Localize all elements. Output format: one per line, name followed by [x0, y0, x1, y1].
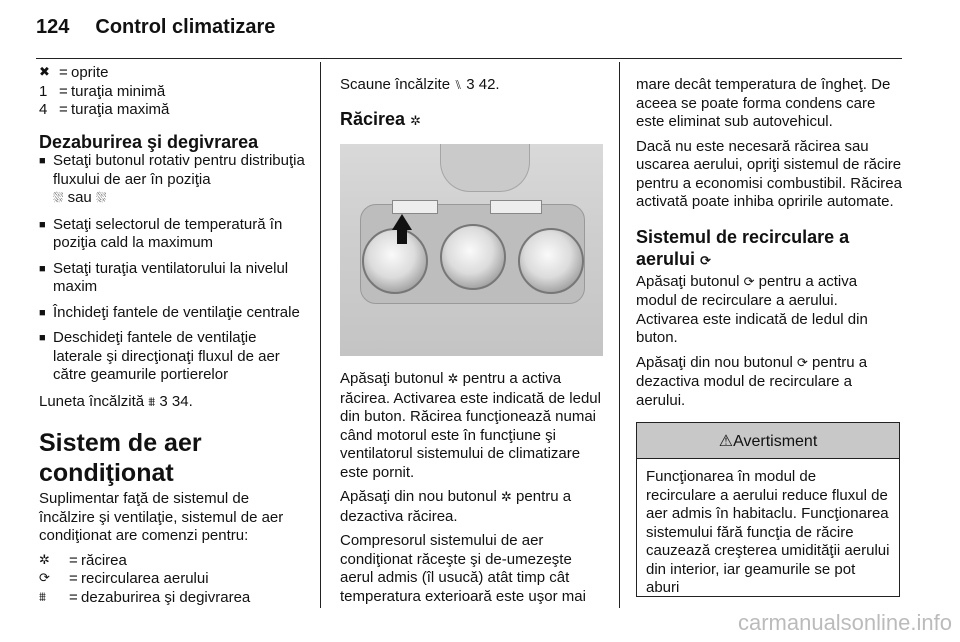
col3-p1: mare decât temperatura de îngheţ. De aceea se poate forma condens care este eliminat sub autovehicul.: [636, 76, 891, 130]
snowflake-icon: ✲: [447, 372, 459, 387]
ac-heading: Sistem de aer condiţionat: [39, 429, 202, 487]
page-number: 124: [36, 16, 70, 38]
fan-off-icon: ✖: [39, 65, 50, 80]
bullet-item: ■ Setaţi selectorul de temperatură în poziţia cald la maximum: [39, 215, 283, 251]
bullet-item: ■ Deschideţi fantele de ventilaţie laterale şi direcţionaţi fluxul de aer către geamurile portierelor: [39, 329, 280, 383]
recirculation-icon: ⟳: [796, 355, 808, 371]
distribution-knob: [518, 228, 584, 294]
ac-legend-cooling: ✲ = răcirea: [39, 551, 127, 569]
column-2: [340, 64, 603, 606]
rear-window-line: Luneta încălzită ⩩ 3 34.: [39, 392, 193, 410]
page-header: [36, 16, 275, 39]
snowflake-icon: ✲: [500, 490, 512, 505]
bullet-item: ■ Setaţi turaţia ventilatorului la nivelul maxim: [39, 259, 289, 295]
ac-legend-recirc: ⟳ = recircularea aerului: [39, 570, 209, 587]
heated-seats-line: Scaune încălzite ⑊ 3 42.: [340, 76, 500, 93]
temperature-knob: [440, 224, 506, 290]
warning-body: Funcţionarea în modul de recirculare a aerului reduce fluxul de aer admis în habitaclu. Funcţionarea sistemului fără funcţia de răcire cauzează creşterea umidităţii aerului din interior, iar geamurile se pot aburi: [646, 468, 890, 596]
ac-legend-defrost: ⩩ = dezaburirea şi degivrarea: [39, 588, 251, 606]
ac-intro: Suplimentar faţă de sistemul de încălzire şi ventilaţie, sistemul de aer condiţionat are comenzi pentru:: [39, 490, 284, 544]
fan-legend-max: 4 = turaţia maximă: [39, 101, 170, 118]
page-title: Control climatizare: [95, 16, 276, 38]
cooling-p1: Apăsaţi butonul ✲ pentru a activa răcirea. Activarea este indicată de ledul din buton. Răcirea funcţionează numai când motorul este în funcţiune şi ventilatorul sistemului de climatizare este pornit.: [340, 370, 601, 481]
column-divider-1: [320, 62, 321, 608]
column-divider-2: [619, 62, 620, 608]
cooling-p3: Compresorul sistemului de aer condiţionat răceşte şi de-umezeşte aerul admis (îl usucă) atât timp cât temperatura exterioară este uşor mai: [340, 532, 586, 605]
rear-button-photo: [490, 200, 542, 214]
recirculation-icon: ⟳: [743, 274, 755, 290]
column-1: [39, 64, 309, 607]
warning-box: [636, 422, 900, 597]
watermark: carmanualsonline.info: [737, 610, 952, 635]
defrost-heading: Dezaburirea şi degivrarea: [39, 131, 259, 152]
snowflake-icon: ✲: [39, 552, 50, 568]
recirculation-icon: ⟳: [39, 571, 50, 586]
rear-window-heat-icon: ⩩: [148, 394, 156, 410]
warning-icon: ⚠: [718, 431, 734, 450]
fan-knob: [362, 228, 428, 294]
arrow-icon: [392, 214, 412, 230]
fan-legend-off: ✖ = oprite: [39, 64, 109, 81]
windscreen-floor-air-icon: ⛆: [95, 191, 107, 206]
recirc-p2: Apăsaţi din nou butonul ⟳ pentru a dezactiva modul de recirculare a aerului.: [636, 353, 868, 409]
vent-shape: [440, 144, 530, 192]
snowflake-icon: ✲: [410, 113, 421, 129]
bullet-item: ■ Închideţi fantele de ventilaţie centrale: [39, 303, 300, 321]
climate-panel-photo: [340, 144, 603, 356]
arrow-stem: [397, 230, 407, 244]
cooling-p2: Apăsaţi din nou butonul ✲ pentru a dezactiva răcirea.: [340, 488, 572, 525]
col3-p2: Dacă nu este necesară răcirea sau uscarea aerului, opriţi sistemul de răcire pentru a economisi combustibil. Răcirea activată poate inhiba opririle automate.: [636, 137, 902, 210]
windscreen-air-icon: ⛆: [53, 191, 64, 206]
ac-legend: [39, 552, 309, 608]
cooling-heading: Răcirea ✲: [340, 108, 421, 129]
recirculation-icon: ⟳: [700, 253, 711, 269]
fan-legend-min: 1 = turaţia minimă: [39, 82, 166, 100]
recirc-heading: Sistemul de recirculare a aerului ⟳: [636, 226, 850, 269]
warning-header: ⚠Avertisment: [637, 423, 899, 459]
heated-seat-icon: ⑊: [454, 78, 463, 93]
defrost-icon: ⩩: [39, 589, 46, 605]
ac-button-photo: [392, 200, 438, 214]
column-3: [636, 64, 902, 597]
header-rule: [36, 58, 902, 59]
recirc-p1: Apăsaţi butonul ⟳ pentru a activa modul de recirculare a aerului. Activarea este indicată de ledul din buton.: [636, 272, 868, 346]
bullet-item: ■ Setaţi butonul rotativ pentru distribuţia fluxului de aer în poziţia ⛆ sau ⛆: [39, 152, 305, 206]
